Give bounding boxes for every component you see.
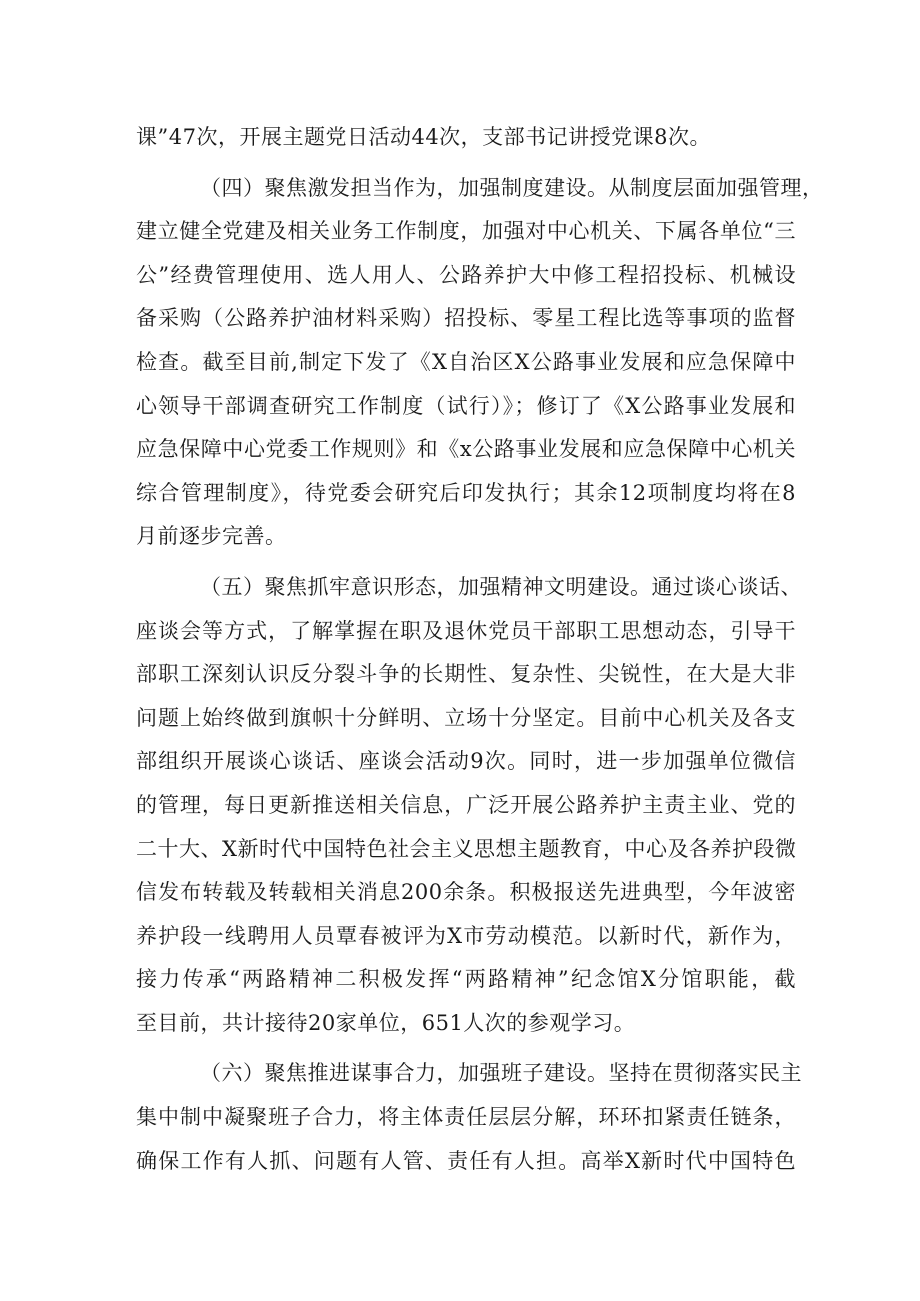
text-line: 综合管理制度》，待党委会研究后印发执行；其余12项制度均将在8 — [136, 480, 796, 505]
text-line: （六）聚焦推进谋事合力，加强班子建设。坚持在贯彻落实民主 — [200, 1061, 802, 1086]
text-line: 集中制中凝聚班子合力，将主体责任层层分解，环环扣紧责任链条， — [136, 1105, 796, 1130]
text-line: 二十大、X新时代中国特色社会主义思想主题教育，中心及各养护段微 — [136, 836, 797, 861]
paragraph — [136, 1052, 802, 1183]
text-line: 课”47次，开展主题党日活动44次，支部书记讲授党课8次。 — [136, 125, 712, 149]
text-line: 养护段一线聘用人员覃春被评为X市劳动模范。以新时代，新作为， — [136, 923, 796, 948]
text-line: 部职工深刻认识反分裂斗争的长期性、复杂性、尖锐性，在大是大非 — [136, 662, 796, 687]
document-body — [136, 116, 824, 1183]
text-line: 部组织开展谈心谈话、座谈会活动9次。同时，进一步加强单位微信 — [136, 749, 796, 774]
text-line: 备采购（公路养护油材料采购）招投标、零星工程比选等事项的监督 — [136, 306, 796, 331]
text-line: 至目前，共计接待20家单位，651人次的参观学习。 — [136, 1010, 636, 1035]
text-line: （四）聚焦激发担当作为，加强制度建设。从制度层面加强管理， — [200, 175, 824, 200]
text-line: 心领导干部调查研究工作制度（试行）》；修订了《X公路事业发展和 — [136, 393, 796, 418]
text-line: 的管理，每日更新推送相关信息，广泛开展公路养护主责主业、党的 — [136, 792, 796, 817]
text-line: 座谈会等方式，了解掌握在职及退休党员干部职工思想动态，引导干 — [136, 618, 796, 643]
paragraph — [136, 116, 796, 160]
text-line: 公”经费管理使用、选人用人、公路养护大中修工程招投标、机械设 — [136, 262, 796, 287]
text-line: 应急保障中心党委工作规则》和《x公路事业发展和应急保障中心机关 — [136, 437, 796, 462]
text-line: （五）聚焦抓牢意识形态，加强精神文明建设。通过谈心谈话、 — [200, 574, 802, 599]
paragraph-gap — [136, 559, 796, 566]
text-line: 信发布转载及转载相关消息200余条。积极报送先进典型，今年波密 — [136, 880, 796, 905]
text-line: 建立健全党建及相关业务工作制度，加强对中心机关、下属各单位“三 — [136, 219, 796, 244]
text-line: 月前逐步完善。 — [136, 524, 287, 549]
text-line: 确保工作有人抓、问题有人管、责任有人担。高举X新时代中国特色 — [136, 1148, 796, 1173]
text-line: 检查。截至目前,制定下发了《X自治区X公路事业发展和应急保障中 — [136, 349, 796, 374]
paragraph — [136, 167, 824, 559]
paragraph-gap — [136, 1045, 796, 1052]
text-line: 接力传承“两路精神二积极发挥“两路精神”纪念馆X分馆职能，截 — [136, 967, 796, 992]
paragraph-gap — [136, 160, 796, 167]
paragraph — [136, 566, 802, 1046]
text-line: 问题上始终做到旗帜十分鲜明、立场十分坚定。目前中心机关及各支 — [136, 705, 796, 730]
